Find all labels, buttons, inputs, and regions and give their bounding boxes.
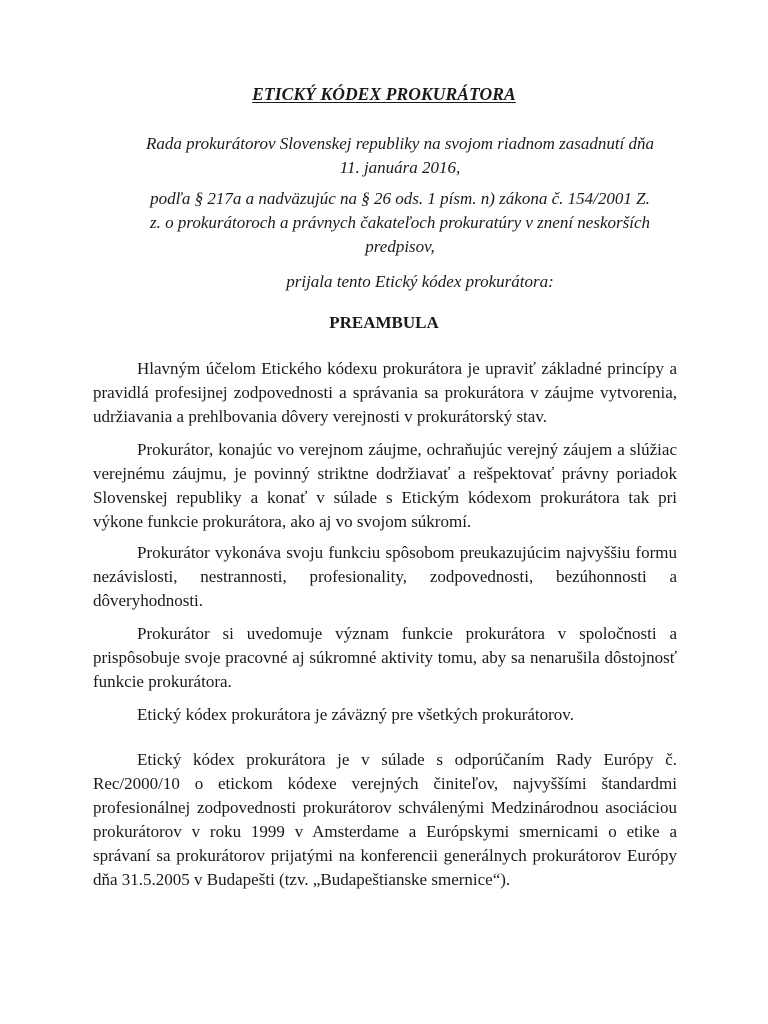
preamble-paragraph-1: Hlavným účelom Etického kódexu prokurátora je upraviť základné princípy a pravidlá profesijnej zodpovednosti a správania sa prokurátora v záujme vytvorenia, udržiavania a prehlbovania dôvery verejnosti v prokurátorský stav.	[93, 359, 677, 426]
legal-line-3: predpisov,	[365, 237, 435, 256]
preamble-paragraph-2: Prokurátor, konajúc vo verejnom záujme, ochraňujúc verejný záujem a slúžiac verejnému záujmu, je povinný striktne dodržiavať a rešpektovať právny poriadok Slovenskej republiky a konať v súlade s Etickým kódexom prokurátora tak pri výkone funkcie prokurátora, ako aj vo svojom súkromí.	[93, 440, 677, 531]
adoption-line: prijala tento Etický kódex prokurátora:	[286, 272, 554, 291]
preamble-paragraph-3: Prokurátor vykonáva svoju funkciu spôsobom preukazujúcim najvyššiu formu nezávislosti, nestrannosti, profesionality, zodpovednosti, bezúhonnosti a dôveryhodnosti.	[93, 543, 677, 610]
preamble-paragraph-6: Etický kódex prokurátora je v súlade s odporúčaním Rady Európy č. Rec/2000/10 o etickom kódexe verejných činiteľov, najvyššími štandardmi profesionálnej zodpovednosti prokurátorov schválenými Medzinárodnou asociáciou prokurátorov v roku 1999 v Amsterdame a Európskymi smernicami o etike a správaní sa prokurátorov prijatými na konferencii generálnych prokurátorov Európy dňa 31.5.2005 v Budapešti (tzv. „Budapeštianske smernice“).	[93, 750, 677, 889]
adoption-statement	[140, 270, 700, 294]
legal-line-1: podľa § 217a a nadväzujúc na § 26 ods. 1 písm. n) zákona č. 154/2001 Z.	[150, 189, 650, 208]
legal-line-2: z. o prokurátoroch a právnych čakateľoch prokuratúry v znení neskorších	[149, 213, 651, 232]
document-title: ETICKÝ KÓDEX PROKURÁTORA	[252, 84, 516, 104]
preamble-paragraph-4: Prokurátor si uvedomuje význam funkcie prokurátora v spoločnosti a prispôsobuje svoje pracovné aj súkromné aktivity tomu, aby sa nenarušila dôstojnosť funkcie prokurátora.	[93, 624, 677, 691]
section-heading-preamble: PREAMBULA	[329, 313, 439, 332]
preamble-paragraph-5: Etický kódex prokurátora je záväzný pre všetkých prokurátorov.	[137, 705, 574, 724]
legal-basis-statement	[120, 187, 680, 259]
council-meeting-statement	[120, 132, 680, 180]
intro-line-1: Rada prokurátorov Slovenskej republiky na svojom riadnom zasadnutí dňa	[145, 134, 655, 153]
intro-line-2: 11. januára 2016,	[339, 158, 461, 177]
